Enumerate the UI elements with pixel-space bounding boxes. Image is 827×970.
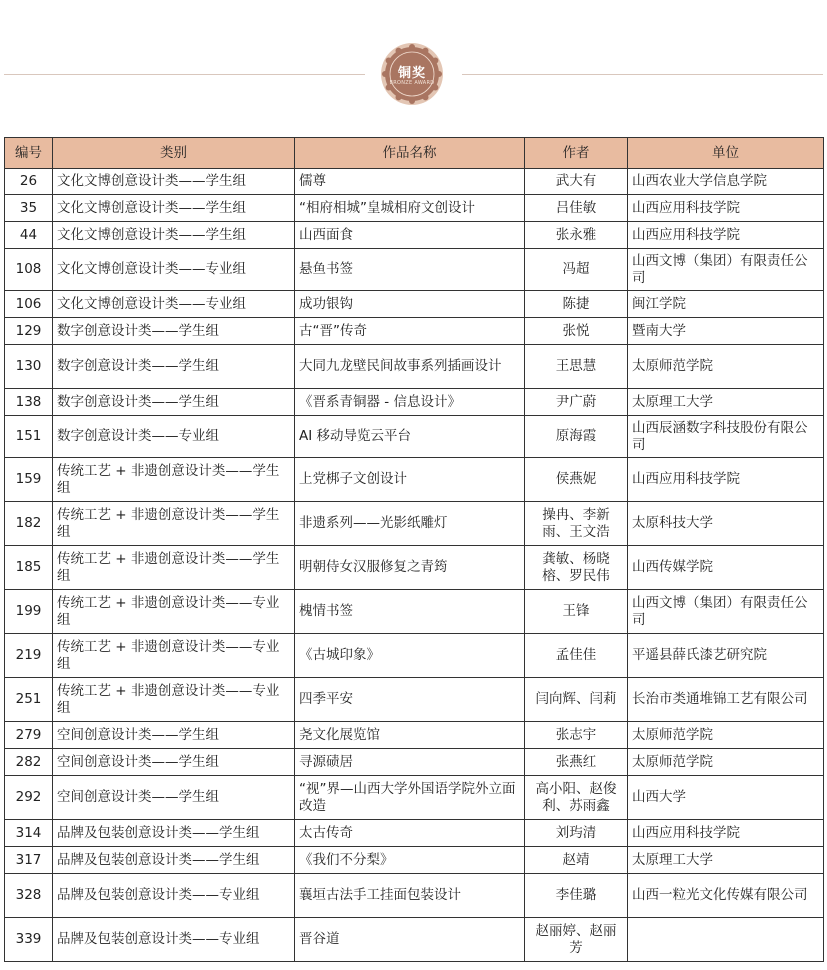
cell-author: 张永雅 (525, 222, 628, 249)
cell-category: 空间创意设计类——学生组 (53, 722, 295, 749)
header-number: 编号 (5, 138, 53, 169)
cell-organization: 太原师范学院 (628, 722, 824, 749)
cell-organization: 长治市类通堆锦工艺有限公司 (628, 678, 824, 722)
table-row (5, 416, 824, 458)
cell-author: 刘玙清 (525, 820, 628, 847)
cell-number: 219 (5, 634, 53, 678)
right-divider (462, 74, 823, 75)
award-header (0, 0, 827, 140)
cell-number: 35 (5, 195, 53, 222)
table-row (5, 546, 824, 590)
cell-number: 182 (5, 502, 53, 546)
cell-organization: 太原理工大学 (628, 389, 824, 416)
cell-number: 151 (5, 416, 53, 458)
cell-organization: 闽江学院 (628, 291, 824, 318)
table-row (5, 249, 824, 291)
cell-author: 龚敏、杨晓榕、罗民伟 (525, 546, 628, 590)
cell-number: 108 (5, 249, 53, 291)
cell-category: 传统工艺 + 非遗创意设计类——专业组 (53, 634, 295, 678)
cell-work-title: 《晋系青铜器 - 信息设计》 (295, 389, 525, 416)
badge-label: 铜奖 (397, 66, 426, 81)
cell-author: 侯燕妮 (525, 458, 628, 502)
table-row (5, 918, 824, 962)
cell-work-title: 明朝侍女汉服修复之青筠 (295, 546, 525, 590)
cell-organization: 太原科技大学 (628, 502, 824, 546)
table-row (5, 749, 824, 776)
cell-number: 185 (5, 546, 53, 590)
cell-organization: 山西应用科技学院 (628, 195, 824, 222)
cell-author: 王锋 (525, 590, 628, 634)
cell-organization: 太原师范学院 (628, 345, 824, 389)
cell-category: 传统工艺 + 非遗创意设计类——学生组 (53, 546, 295, 590)
cell-work-title: 山西面食 (295, 222, 525, 249)
cell-organization: 山西文博（集团）有限责任公司 (628, 249, 824, 291)
table-row (5, 678, 824, 722)
cell-organization: 山西应用科技学院 (628, 222, 824, 249)
cell-number: 282 (5, 749, 53, 776)
cell-organization (628, 918, 824, 962)
cell-organization: 暨南大学 (628, 318, 824, 345)
cell-author: 闫向辉、闫莉 (525, 678, 628, 722)
cell-work-title: 成功银钩 (295, 291, 525, 318)
cell-category: 品牌及包装创意设计类——学生组 (53, 847, 295, 874)
cell-author: 原海霞 (525, 416, 628, 458)
cell-category: 传统工艺 + 非遗创意设计类——专业组 (53, 590, 295, 634)
cell-author: 操冉、李新雨、王文浩 (525, 502, 628, 546)
table-row (5, 345, 824, 389)
cell-work-title: 《我们不分梨》 (295, 847, 525, 874)
table-header-row (5, 138, 824, 169)
cell-author: 李佳璐 (525, 874, 628, 918)
cell-category: 空间创意设计类——学生组 (53, 776, 295, 820)
table-row (5, 634, 824, 678)
cell-work-title: 襄垣古法手工挂面包装设计 (295, 874, 525, 918)
table-row (5, 820, 824, 847)
table-row (5, 291, 824, 318)
cell-work-title: 大同九龙壁民间故事系列插画设计 (295, 345, 525, 389)
cell-author: 高小阳、赵俊利、苏雨鑫 (525, 776, 628, 820)
cell-work-title: 槐情书签 (295, 590, 525, 634)
cell-organization: 山西传媒学院 (628, 546, 824, 590)
table-row (5, 222, 824, 249)
header-work-title: 作品名称 (295, 138, 525, 169)
cell-number: 44 (5, 222, 53, 249)
cell-organization: 太原师范学院 (628, 749, 824, 776)
cell-work-title: 四季平安 (295, 678, 525, 722)
cell-organization: 山西农业大学信息学院 (628, 169, 824, 195)
cell-work-title: 非遗系列——光影纸雕灯 (295, 502, 525, 546)
cell-author: 陈捷 (525, 291, 628, 318)
cell-work-title: 晋谷道 (295, 918, 525, 962)
cell-number: 279 (5, 722, 53, 749)
cell-work-title: 悬鱼书签 (295, 249, 525, 291)
cell-number: 292 (5, 776, 53, 820)
cell-category: 文化文博创意设计类——专业组 (53, 291, 295, 318)
cell-category: 传统工艺 + 非遗创意设计类——专业组 (53, 678, 295, 722)
cell-category: 品牌及包装创意设计类——专业组 (53, 874, 295, 918)
cell-category: 文化文博创意设计类——专业组 (53, 249, 295, 291)
cell-organization: 山西大学 (628, 776, 824, 820)
cell-organization: 山西辰涵数字科技股份有限公司 (628, 416, 824, 458)
cell-number: 26 (5, 169, 53, 195)
header-author: 作者 (525, 138, 628, 169)
cell-category: 数字创意设计类——学生组 (53, 318, 295, 345)
cell-author: 张燕红 (525, 749, 628, 776)
table-row (5, 590, 824, 634)
cell-organization: 太原理工大学 (628, 847, 824, 874)
cell-number: 130 (5, 345, 53, 389)
cell-author: 王思慧 (525, 345, 628, 389)
table-row (5, 874, 824, 918)
table-row (5, 776, 824, 820)
table-row (5, 847, 824, 874)
bronze-award-table (4, 137, 824, 962)
left-divider (4, 74, 365, 75)
cell-organization: 山西应用科技学院 (628, 820, 824, 847)
cell-organization: 山西一粒光文化传媒有限公司 (628, 874, 824, 918)
table-row (5, 722, 824, 749)
cell-category: 文化文博创意设计类——学生组 (53, 195, 295, 222)
cell-category: 数字创意设计类——学生组 (53, 345, 295, 389)
cell-category: 传统工艺 + 非遗创意设计类——学生组 (53, 502, 295, 546)
cell-number: 314 (5, 820, 53, 847)
cell-work-title: 太古传奇 (295, 820, 525, 847)
cell-author: 张悦 (525, 318, 628, 345)
table-row (5, 458, 824, 502)
cell-category: 文化文博创意设计类——学生组 (53, 222, 295, 249)
cell-category: 传统工艺 + 非遗创意设计类——学生组 (53, 458, 295, 502)
cell-category: 数字创意设计类——专业组 (53, 416, 295, 458)
table-row (5, 169, 824, 195)
cell-number: 138 (5, 389, 53, 416)
cell-author: 赵靖 (525, 847, 628, 874)
table-row (5, 318, 824, 345)
cell-organization: 山西文博（集团）有限责任公司 (628, 590, 824, 634)
cell-work-title: 古“晋”传奇 (295, 318, 525, 345)
cell-number: 159 (5, 458, 53, 502)
header-organization: 单位 (628, 138, 824, 169)
cell-author: 尹广蔚 (525, 389, 628, 416)
header-category: 类别 (53, 138, 295, 169)
table-row (5, 502, 824, 546)
cell-work-title: 儒尊 (295, 169, 525, 195)
cell-category: 空间创意设计类——学生组 (53, 749, 295, 776)
table-row (5, 389, 824, 416)
cell-number: 328 (5, 874, 53, 918)
cell-number: 129 (5, 318, 53, 345)
cell-number: 339 (5, 918, 53, 962)
cell-author: 张志宇 (525, 722, 628, 749)
table-row (5, 195, 824, 222)
cell-work-title: “视”界—山西大学外国语学院外立面改造 (295, 776, 525, 820)
cell-number: 251 (5, 678, 53, 722)
cell-author: 冯超 (525, 249, 628, 291)
cell-number: 317 (5, 847, 53, 874)
badge-subtext: BRONZE AWARD (389, 80, 435, 86)
cell-category: 品牌及包装创意设计类——学生组 (53, 820, 295, 847)
cell-organization: 平遥县薛氏漆艺研究院 (628, 634, 824, 678)
cell-category: 品牌及包装创意设计类——专业组 (53, 918, 295, 962)
bronze-award-badge (380, 42, 444, 106)
cell-work-title: AI 移动导览云平台 (295, 416, 525, 458)
cell-work-title: “相府相城”皇城相府文创设计 (295, 195, 525, 222)
cell-author: 武大有 (525, 169, 628, 195)
cell-category: 数字创意设计类——学生组 (53, 389, 295, 416)
cell-work-title: 《古城印象》 (295, 634, 525, 678)
cell-work-title: 尧文化展览馆 (295, 722, 525, 749)
cell-category: 文化文博创意设计类——学生组 (53, 169, 295, 195)
cell-work-title: 寻源碛居 (295, 749, 525, 776)
cell-organization: 山西应用科技学院 (628, 458, 824, 502)
cell-number: 106 (5, 291, 53, 318)
cell-author: 孟佳佳 (525, 634, 628, 678)
cell-number: 199 (5, 590, 53, 634)
cell-work-title: 上党梆子文创设计 (295, 458, 525, 502)
cell-author: 赵丽婷、赵丽芳 (525, 918, 628, 962)
cell-author: 吕佳敏 (525, 195, 628, 222)
